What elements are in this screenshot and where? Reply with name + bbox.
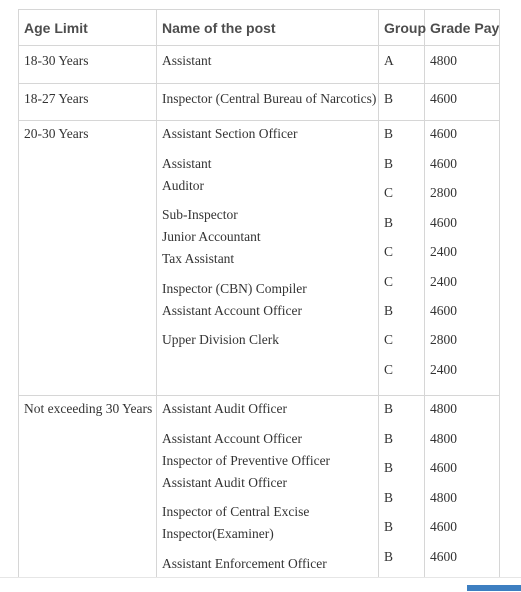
pay-cell	[425, 84, 500, 121]
name-cell	[157, 396, 379, 586]
grade-pay-value: 2400	[430, 274, 457, 289]
grade-pay-value: 4600	[430, 156, 457, 171]
post-name: Sub-Inspector	[162, 207, 238, 222]
age-limit: Not exceeding 30 Years	[24, 401, 153, 416]
group-value: C	[384, 185, 394, 200]
grade-pay-value: 2400	[430, 244, 457, 259]
table-row	[19, 84, 500, 121]
name-cell	[157, 46, 379, 84]
grade-pay-value: 4600	[430, 303, 457, 318]
age-cell	[19, 46, 157, 84]
post-name: Upper Division Clerk	[162, 332, 279, 347]
group-cell	[379, 121, 425, 396]
grade-pay-value: 4600	[430, 460, 457, 475]
post-name: Assistant Audit Officer	[162, 401, 287, 416]
post-name: Inspector of Central Excise	[162, 504, 310, 519]
grade-pay-value: 4600	[430, 549, 457, 564]
grade-pay-value: 4600	[430, 126, 457, 141]
grade-pay-value: 4800	[430, 490, 457, 505]
group-value: B	[384, 549, 394, 564]
group-value: C	[384, 274, 394, 289]
pay-cell	[425, 121, 500, 396]
name-cell	[157, 84, 379, 121]
age-cell	[19, 121, 157, 396]
table-row	[19, 396, 500, 586]
post-name: Assistant Enforcement Officer	[162, 556, 327, 571]
group-value: B	[384, 91, 394, 106]
table-row	[19, 46, 500, 84]
grade-pay-value: 4800	[430, 53, 457, 68]
table-row	[19, 121, 500, 396]
group-cell	[379, 84, 425, 121]
post-name: Auditor	[162, 178, 204, 193]
name-cell	[157, 121, 379, 396]
post-name: Inspector (Central Bureau of Narcotics)	[162, 91, 377, 106]
post-name: Assistant Account Officer	[162, 303, 302, 318]
age-cell	[19, 396, 157, 586]
post-name: Assistant Account Officer	[162, 431, 302, 446]
post-name: Assistant Audit Officer	[162, 475, 287, 490]
pay-cell	[425, 396, 500, 586]
age-cell	[19, 84, 157, 121]
group-value: B	[384, 126, 394, 141]
header-age-limit: Age Limit	[19, 10, 157, 46]
group-value: B	[384, 431, 394, 446]
post-name: Inspector (CBN) Compiler	[162, 281, 307, 296]
group-value: B	[384, 215, 394, 230]
header-row	[19, 10, 500, 46]
group-cell	[379, 396, 425, 586]
group-cell	[379, 46, 425, 84]
pay-cell	[425, 46, 500, 84]
age-limit: 18-27 Years	[24, 91, 89, 106]
post-name: Assistant Section Officer	[162, 126, 298, 141]
grade-pay-value: 4600	[430, 519, 457, 534]
page-bottom-edge	[0, 577, 521, 592]
group-value: B	[384, 490, 394, 505]
group-value: A	[384, 53, 394, 68]
scroll-to-top-button[interactable]	[467, 585, 521, 591]
post-name: Assistant	[162, 156, 212, 171]
age-limit: 20-30 Years	[24, 126, 89, 141]
post-name: Inspector of Preventive Officer	[162, 453, 331, 468]
grade-pay-value: 4600	[430, 215, 457, 230]
grade-pay-value: 2800	[430, 332, 457, 347]
grade-pay-value: 2800	[430, 185, 457, 200]
post-name: Inspector(Examiner)	[162, 526, 274, 541]
age-limit: 18-30 Years	[24, 53, 89, 68]
group-value: B	[384, 460, 394, 475]
group-value: B	[384, 401, 394, 416]
group-value: B	[384, 156, 394, 171]
posts-table	[18, 9, 500, 586]
group-value: B	[384, 303, 394, 318]
post-name: Junior Accountant	[162, 229, 261, 244]
grade-pay-value: 4800	[430, 431, 457, 446]
post-name: Assistant	[162, 53, 212, 68]
group-value: C	[384, 362, 394, 377]
header-grade-pay: Grade Pay	[425, 10, 500, 46]
grade-pay-value: 4800	[430, 401, 457, 416]
post-name: Tax Assistant	[162, 251, 235, 266]
group-value: B	[384, 519, 394, 534]
grade-pay-value: 4600	[430, 91, 457, 106]
group-value: C	[384, 332, 394, 347]
group-value: C	[384, 244, 394, 259]
header-name-of-post: Name of the post	[157, 10, 379, 46]
grade-pay-value: 2400	[430, 362, 457, 377]
header-group: Group	[379, 10, 425, 46]
